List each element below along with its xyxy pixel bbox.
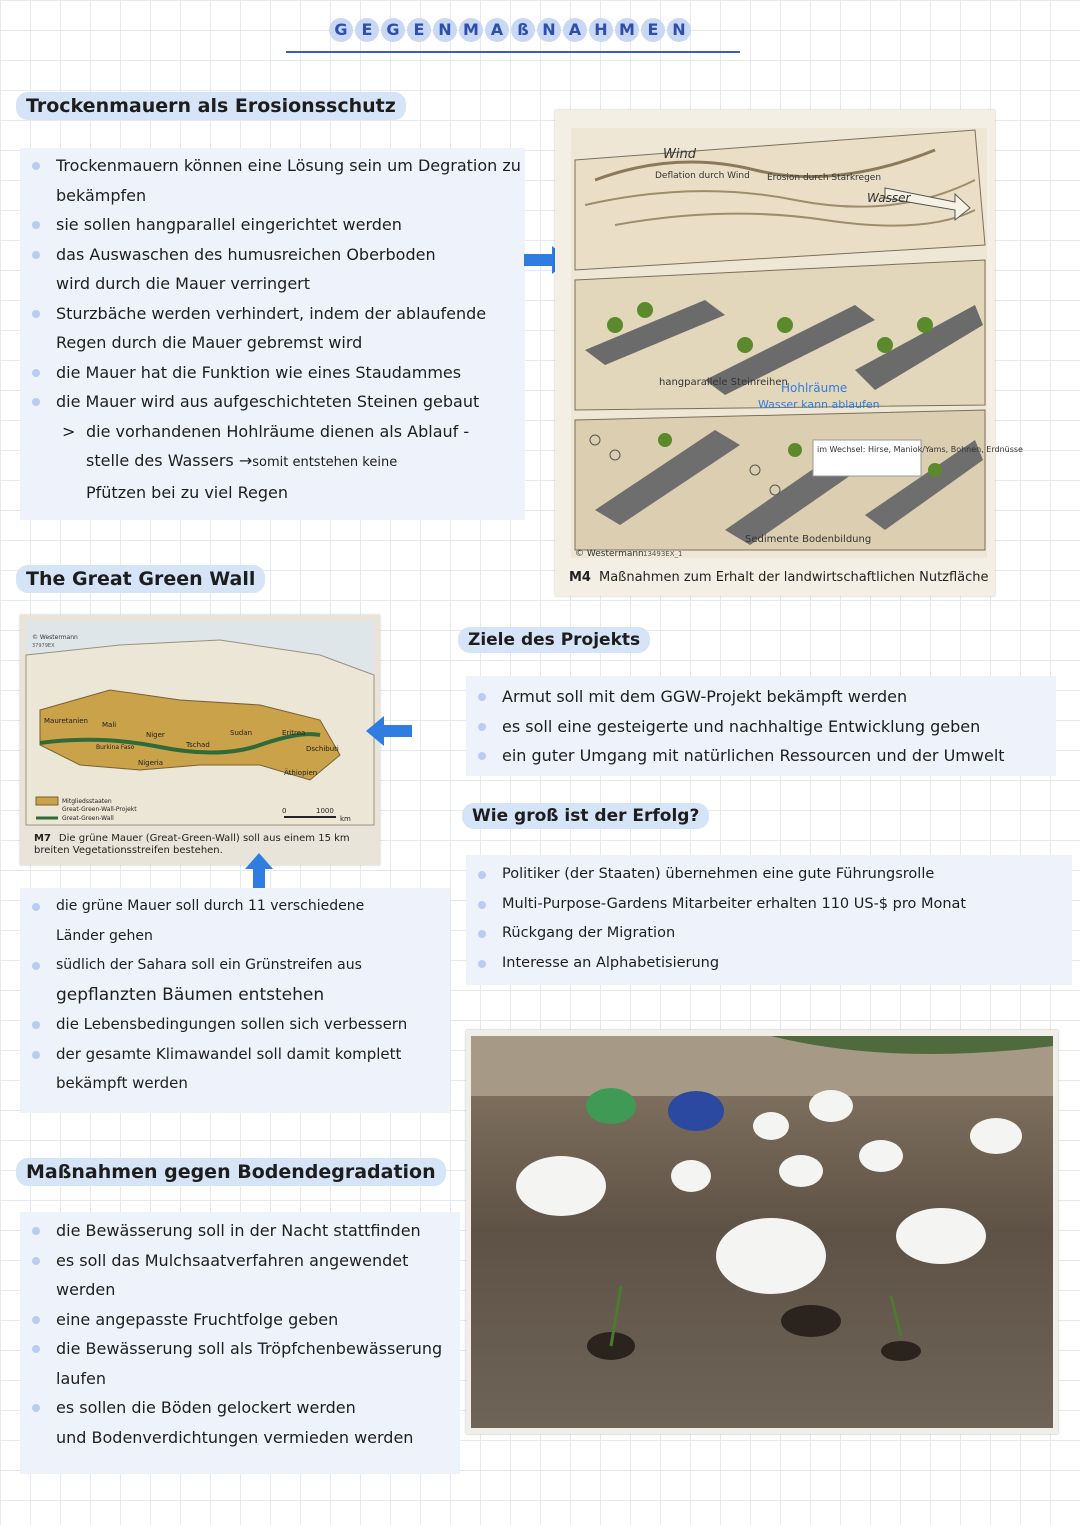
note-line: Interesse an Alphabetisierung <box>466 949 1072 979</box>
note-line: das Auswaschen des humusreichen Oberboden <box>20 240 525 270</box>
note-subline-text: somit entstehen keine <box>252 455 398 470</box>
title-letter: M <box>459 18 483 42</box>
note-subline <box>20 417 525 447</box>
note-line: es sollen die Böden gelockert werden <box>20 1393 460 1423</box>
label-hohlraeume: Hohlräume <box>781 381 848 395</box>
scale-max: 1000 <box>316 807 334 815</box>
note-line: die Lebensbedingungen sollen sich verbessern <box>20 1010 450 1040</box>
panel-trockenmauern <box>20 148 525 520</box>
scale-unit: km <box>340 815 351 823</box>
photo-image <box>471 1036 1053 1428</box>
label-deflation: Deflation durch Wind <box>655 171 750 181</box>
legend-entry: Great-Green-Wall-Projekt <box>62 806 137 813</box>
heading-ziele: Ziele des Projekts <box>458 627 650 653</box>
note-line: die Bewässerung soll in der Nacht stattfinden <box>20 1216 460 1246</box>
country-label: Niger <box>146 731 165 739</box>
caption-text: Die grüne Mauer (Great-Green-Wall) soll aus einem 15 km breiten Vegetationsstreifen bestehen. <box>34 833 350 856</box>
country-label: Mauretanien <box>44 717 88 725</box>
panel-erfolg <box>466 855 1072 985</box>
note-line: die Mauer hat die Funktion wie eines Staudammes <box>20 358 525 388</box>
figure-m7-caption <box>34 833 364 857</box>
note-line: Regen durch die Mauer gebremst wird <box>56 333 363 352</box>
country-label: Burkina Faso <box>96 744 135 751</box>
label-sedimente: Sedimente Bodenbildung <box>745 534 872 545</box>
legend-entry: Great-Green-Wall <box>62 815 114 822</box>
page-title-letters <box>329 18 691 42</box>
note-line: sie sollen hangparallel eingerichtet werden <box>20 210 525 240</box>
photo-tree-planting <box>466 1030 1058 1434</box>
panel-ziele <box>466 676 1056 776</box>
label-wechsel: im Wechsel: Hirse, Maniok/Yams, Bohnen, Erdnüsse <box>817 445 1023 454</box>
figure-m7 <box>20 615 380 865</box>
page-title <box>280 18 740 58</box>
arrow-left-icon <box>366 716 414 746</box>
title-letter: E <box>407 18 431 42</box>
note-line: südlich der Sahara soll ein Grünstreifen aus <box>20 951 450 981</box>
note-line: die grüne Mauer soll durch 11 verschiedene <box>20 892 450 922</box>
legend-entry: Mitgliedsstaaten <box>62 798 112 805</box>
scale-zero: 0 <box>282 807 287 815</box>
label-wasser-ablaufen: Wasser kann ablaufen <box>758 398 880 411</box>
note-line: Multi-Purpose-Gardens Mitarbeiter erhalten 110 US-$ pro Monat <box>466 890 1072 920</box>
note-line: wird durch die Mauer verringert <box>56 274 311 293</box>
label-wasser: Wasser <box>867 191 911 205</box>
note-subline-text: die vorhandenen Hohlräume dienen als Ablauf - <box>86 421 470 441</box>
figure-code: 13493EX_1 <box>643 550 683 558</box>
caption-id: M4 <box>569 570 591 585</box>
title-letter: A <box>485 18 509 42</box>
country-label: Nigeria <box>138 759 164 767</box>
arrow-to-text-icon: → <box>238 451 253 470</box>
figure-m4 <box>555 110 1023 596</box>
caption-id: M7 <box>34 833 51 844</box>
title-letter: N <box>537 18 561 42</box>
note-line: es soll das Mulchsaatverfahren angewendet <box>20 1246 460 1276</box>
label-erosion: Erosion durch Starkregen <box>767 173 882 183</box>
note-line: die Bewässerung soll als Tröpfchenbewässerung <box>20 1334 460 1364</box>
note-line: laufen <box>56 1368 107 1388</box>
title-letter: A <box>563 18 587 42</box>
figure-m4-caption <box>569 570 989 585</box>
note-line: bekämpfen <box>56 185 147 205</box>
title-letter: G <box>329 18 353 42</box>
label-steinreihen: hangparallele Steinreihen <box>659 377 788 388</box>
heading-bodendegradation: Maßnahmen gegen Bodendegradation <box>16 1158 446 1186</box>
note-line: es soll eine gesteigerte und nachhaltige Entwicklung geben <box>466 712 1056 742</box>
title-underline <box>286 51 740 53</box>
africa-map <box>20 615 380 825</box>
map-copyright: © Westermann <box>32 634 78 641</box>
title-letter: G <box>381 18 405 42</box>
note-line: Armut soll mit dem GGW-Projekt bekämpft werden <box>466 682 1056 712</box>
title-letter: E <box>641 18 665 42</box>
caption-text: Maßnahmen zum Erhalt der landwirtschaftlichen Nutzfläche <box>598 570 989 585</box>
note-subline: Pfützen bei zu viel Regen <box>86 482 288 502</box>
panel-great-green-wall <box>20 888 450 1113</box>
note-line: bekämpft werden <box>56 1074 188 1092</box>
terrace-diagram <box>555 110 1023 560</box>
note-line: die Mauer wird aus aufgeschichteten Steinen gebaut <box>20 387 525 417</box>
country-label: Tschad <box>186 741 210 749</box>
note-subline-text: stelle des Wassers <box>86 451 234 470</box>
country-label: Dschibuti <box>306 745 339 753</box>
heading-great-green-wall: The Great Green Wall <box>16 565 265 593</box>
note-line: und Bodenverdichtungen vermieden werden <box>56 1427 414 1447</box>
note-line: gepflanzten Bäumen entstehen <box>56 984 325 1005</box>
panel-bodendegradation <box>20 1212 460 1474</box>
heading-erfolg: Wie groß ist der Erfolg? <box>462 803 709 829</box>
note-subline <box>20 446 525 478</box>
figure-copyright: © Westermann <box>575 549 644 559</box>
title-letter: N <box>433 18 457 42</box>
title-letter: E <box>355 18 379 42</box>
label-wind: Wind <box>663 147 696 162</box>
title-letter: ß <box>511 18 535 42</box>
country-label: Mali <box>102 721 117 729</box>
title-letter: H <box>589 18 613 42</box>
country-label: Eritrea <box>282 729 306 737</box>
title-letter: M <box>615 18 639 42</box>
country-label: Sudan <box>230 729 253 737</box>
map-code: 37979EX <box>32 643 55 649</box>
note-line: Sturzbäche werden verhindert, indem der ablaufende <box>20 299 525 329</box>
note-line: Länder gehen <box>56 927 153 944</box>
note-line: eine angepasste Fruchtfolge geben <box>20 1305 460 1335</box>
note-line: der gesamte Klimawandel soll damit komplett <box>20 1040 450 1070</box>
note-line: Rückgang der Migration <box>466 919 1072 949</box>
note-line: Politiker (der Staaten) übernehmen eine gute Führungsrolle <box>466 860 1072 890</box>
country-label: Äthiopien <box>284 769 318 777</box>
note-line: Trockenmauern können eine Lösung sein um Degration zu <box>20 151 525 181</box>
note-line: werden <box>56 1280 116 1299</box>
chevron-right-icon: > <box>62 421 76 441</box>
heading-trockenmauern: Trockenmauern als Erosionsschutz <box>16 92 406 120</box>
title-letter: N <box>667 18 691 42</box>
note-line: ein guter Umgang mit natürlichen Ressourcen und der Umwelt <box>466 741 1056 771</box>
